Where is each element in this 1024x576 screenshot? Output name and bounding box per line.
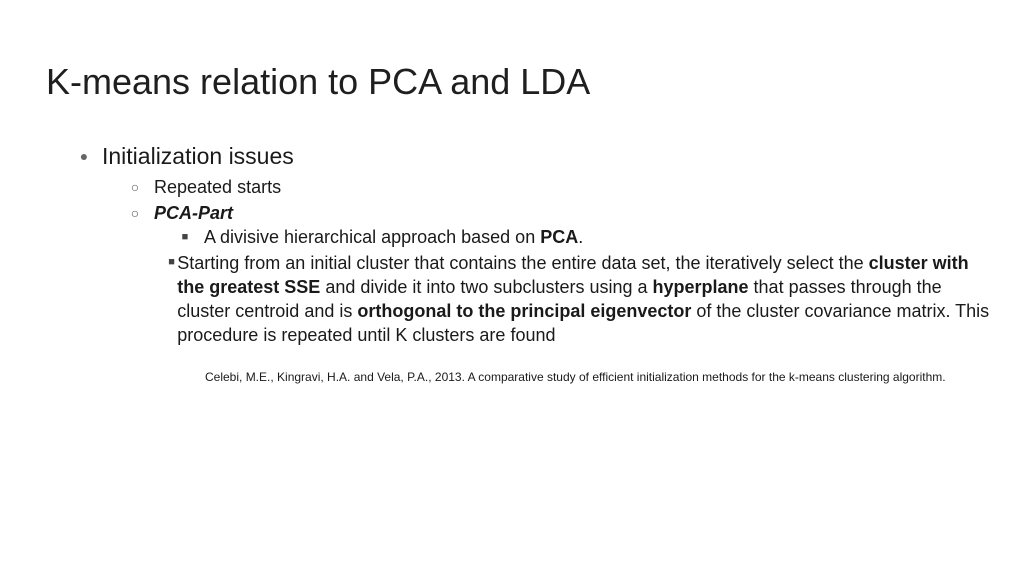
- bullet-divisive-approach: [166, 226, 583, 248]
- text-segment: Starting from an initial cluster that contains the entire data set, the iteratively select the: [177, 253, 869, 273]
- text-segment: and divide it into two subclusters using a: [320, 277, 653, 297]
- citation: Celebi, M.E., Kingravi, H.A. and Vela, P.A., 2013. A comparative study of efficient initialization methods for the k-means clustering algorithm.: [205, 370, 946, 384]
- bullet-pca-part: [116, 202, 233, 224]
- text-segment: of the cluster covariance matrix. This procedure is repeated until K clusters are found: [177, 301, 990, 345]
- bullet-text: [204, 226, 583, 248]
- square-bullet-icon: ■: [168, 256, 175, 268]
- bold-term-greatest-sse: cluster with the greatest SSE: [177, 253, 969, 297]
- bullet-text: Repeated starts: [154, 177, 282, 197]
- bullet-text: PCA-Part: [154, 203, 234, 223]
- square-bullet-icon: ■: [181, 231, 189, 243]
- bold-term-orthogonal: orthogonal to the principal eigenvector: [357, 301, 692, 321]
- slide-title: K-means relation to PCA and LDA: [46, 61, 591, 102]
- bullet-repeated-starts: [116, 176, 281, 198]
- text-segment: A divisive hierarchical approach based on: [204, 227, 541, 247]
- bullet-text: Initialization issues: [102, 143, 294, 169]
- hollow-circle-bullet-icon: ○: [130, 179, 140, 195]
- bullet-procedure-description: [166, 251, 996, 347]
- bullet-initialization-issues: [66, 142, 294, 170]
- bullet-text: [177, 251, 996, 347]
- bold-term-pca: PCA: [540, 227, 579, 247]
- filled-circle-bullet-icon: ●: [79, 148, 89, 164]
- bold-term-hyperplane: hyperplane: [652, 277, 749, 297]
- text-segment: that passes through the cluster centroid and is: [177, 277, 942, 321]
- text-segment: .: [578, 227, 584, 247]
- hollow-circle-bullet-icon: ○: [130, 205, 140, 221]
